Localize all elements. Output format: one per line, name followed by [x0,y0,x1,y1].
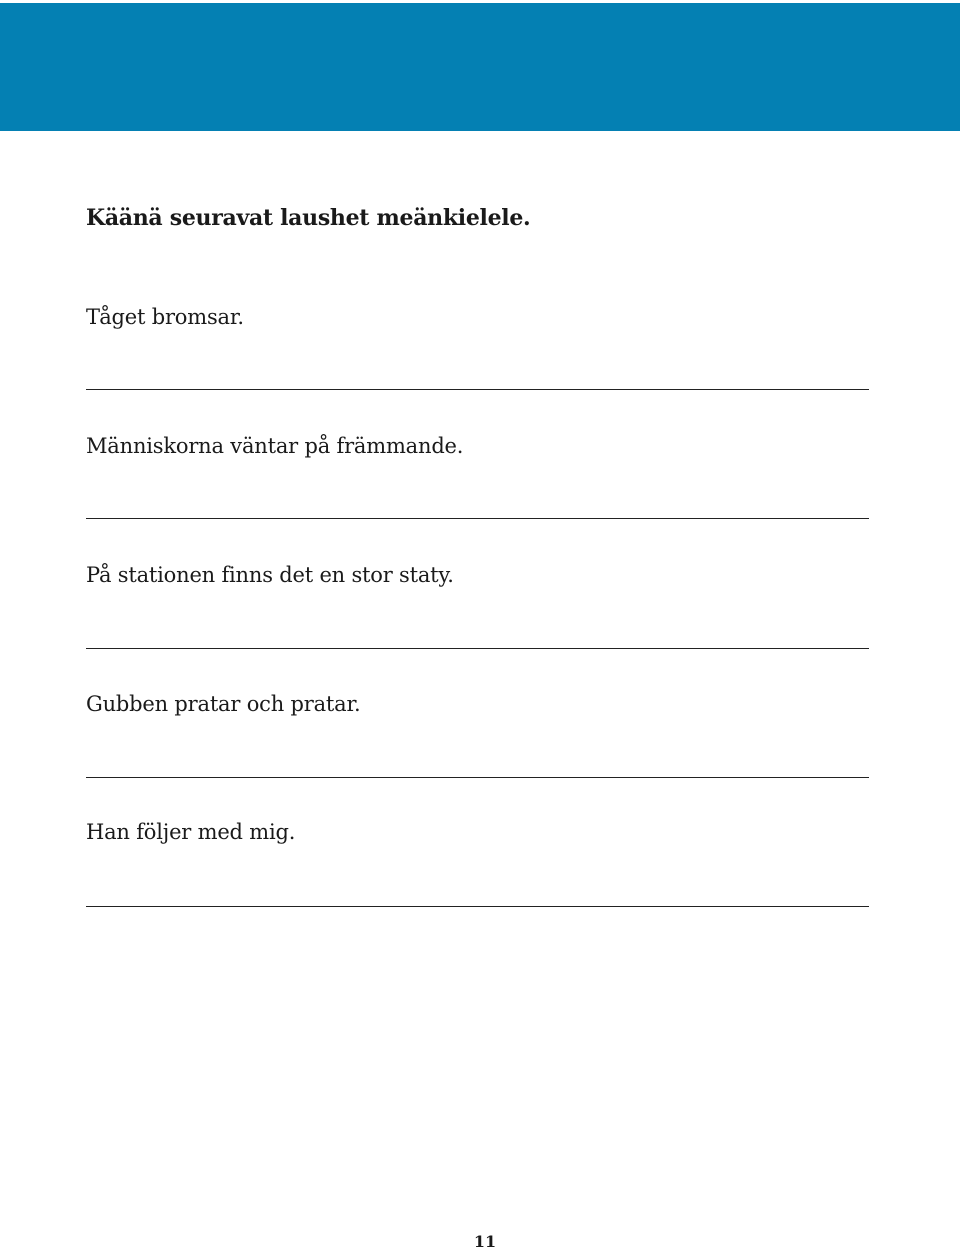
page-number: 11 [473,1232,497,1251]
answer-line-1[interactable] [86,389,869,390]
exercise-sentence-3: På stationen finns det en stor staty. [86,563,454,587]
instruction-heading: Käänä seuravat laushet meänkielele. [86,205,531,231]
answer-line-4[interactable] [86,777,869,778]
exercise-sentence-2: Människorna väntar på främmande. [86,434,464,458]
answer-line-3[interactable] [86,648,869,649]
header-band [0,3,960,131]
exercise-sentence-4: Gubben pratar och pratar. [86,692,361,716]
answer-line-2[interactable] [86,518,869,519]
exercise-sentence-5: Han följer med mig. [86,820,296,844]
exercise-sentence-1: Tåget bromsar. [86,305,244,329]
answer-line-5[interactable] [86,906,869,907]
